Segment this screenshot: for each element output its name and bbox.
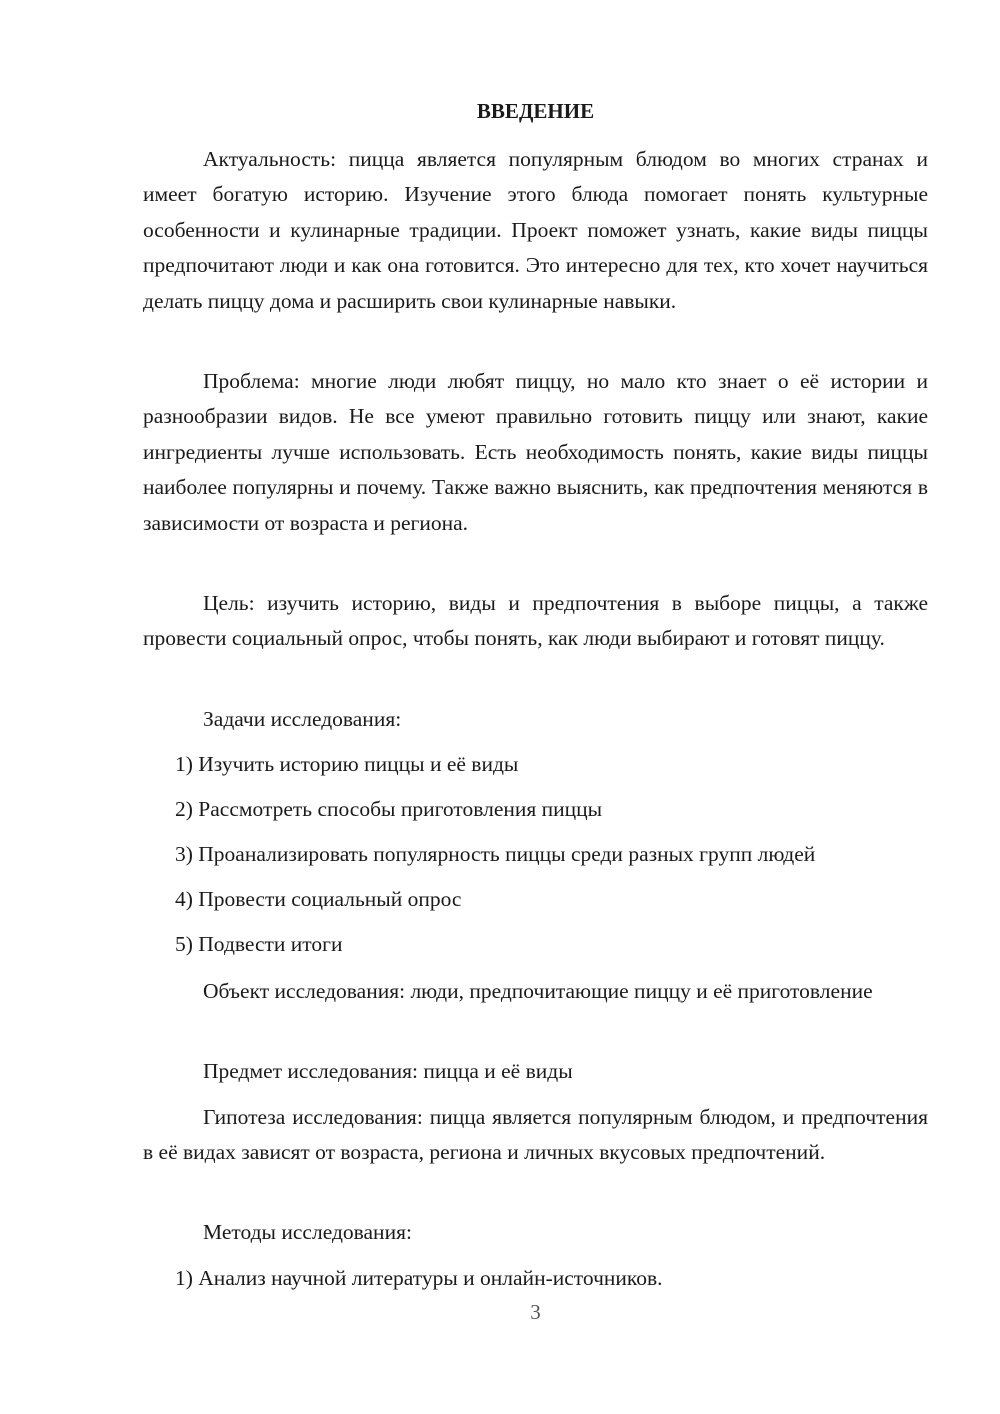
tasks-heading: Задачи исследования: xyxy=(203,707,402,731)
object-paragraph: Объект исследования: люди, предпочитающие пиццу и её приготовление xyxy=(203,979,873,1003)
methods-heading: Методы исследования: xyxy=(203,1220,412,1244)
subject-paragraph: Предмет исследования: пицца и её виды xyxy=(203,1059,573,1083)
task-item-2: 2) Рассмотреть способы приготовления пиццы xyxy=(175,797,603,821)
section-title: ВВЕДЕНИЕ xyxy=(476,99,595,123)
page-number: 3 xyxy=(530,1300,541,1324)
task-item-5: 5) Подвести итоги xyxy=(175,932,343,956)
task-item-3: 3) Проанализировать популярность пиццы среди разных групп людей xyxy=(175,842,816,866)
task-item-4: 4) Провести социальный опрос xyxy=(175,887,462,911)
hypothesis-paragraph: Гипотеза исследования: пицца является популярным блюдом, и предпочтения в её видах зависят от возраста, региона и личных вкусовых предпочтений. xyxy=(143,1105,928,1165)
document-page xyxy=(143,0,928,1414)
method-item-1: 1) Анализ научной литературы и онлайн-источников. xyxy=(175,1266,663,1290)
problem-paragraph: Проблема: многие люди любят пиццу, но мало кто знает о её истории и разнообразии видов. Не все умеют правильно готовить пиццу или знают, какие ингредиенты лучше использовать. Есть необходимость понять, какие виды пиццы наиболее популярны и почему. Также важно выяснить, как предпочтения меняются в зависимости от возраста и региона. xyxy=(143,369,928,535)
relevance-paragraph: Актуальность: пицца является популярным блюдом во многих странах и имеет богатую историю. Изучение этого блюда помогает понять культурные особенности и кулинарные традиции. Проект поможет узнать, какие виды пиццы предпочитают люди и как она готовится. Это интересно для тех, кто хочет научиться делать пиццу дома и расширить свои кулинарные навыки. xyxy=(143,147,928,313)
task-item-1: 1) Изучить историю пиццы и её виды xyxy=(175,752,519,776)
goal-paragraph: Цель: изучить историю, виды и предпочтения в выборе пиццы, а также провести социальный опрос, чтобы понять, как люди выбирают и готовят пиццу. xyxy=(143,591,928,651)
